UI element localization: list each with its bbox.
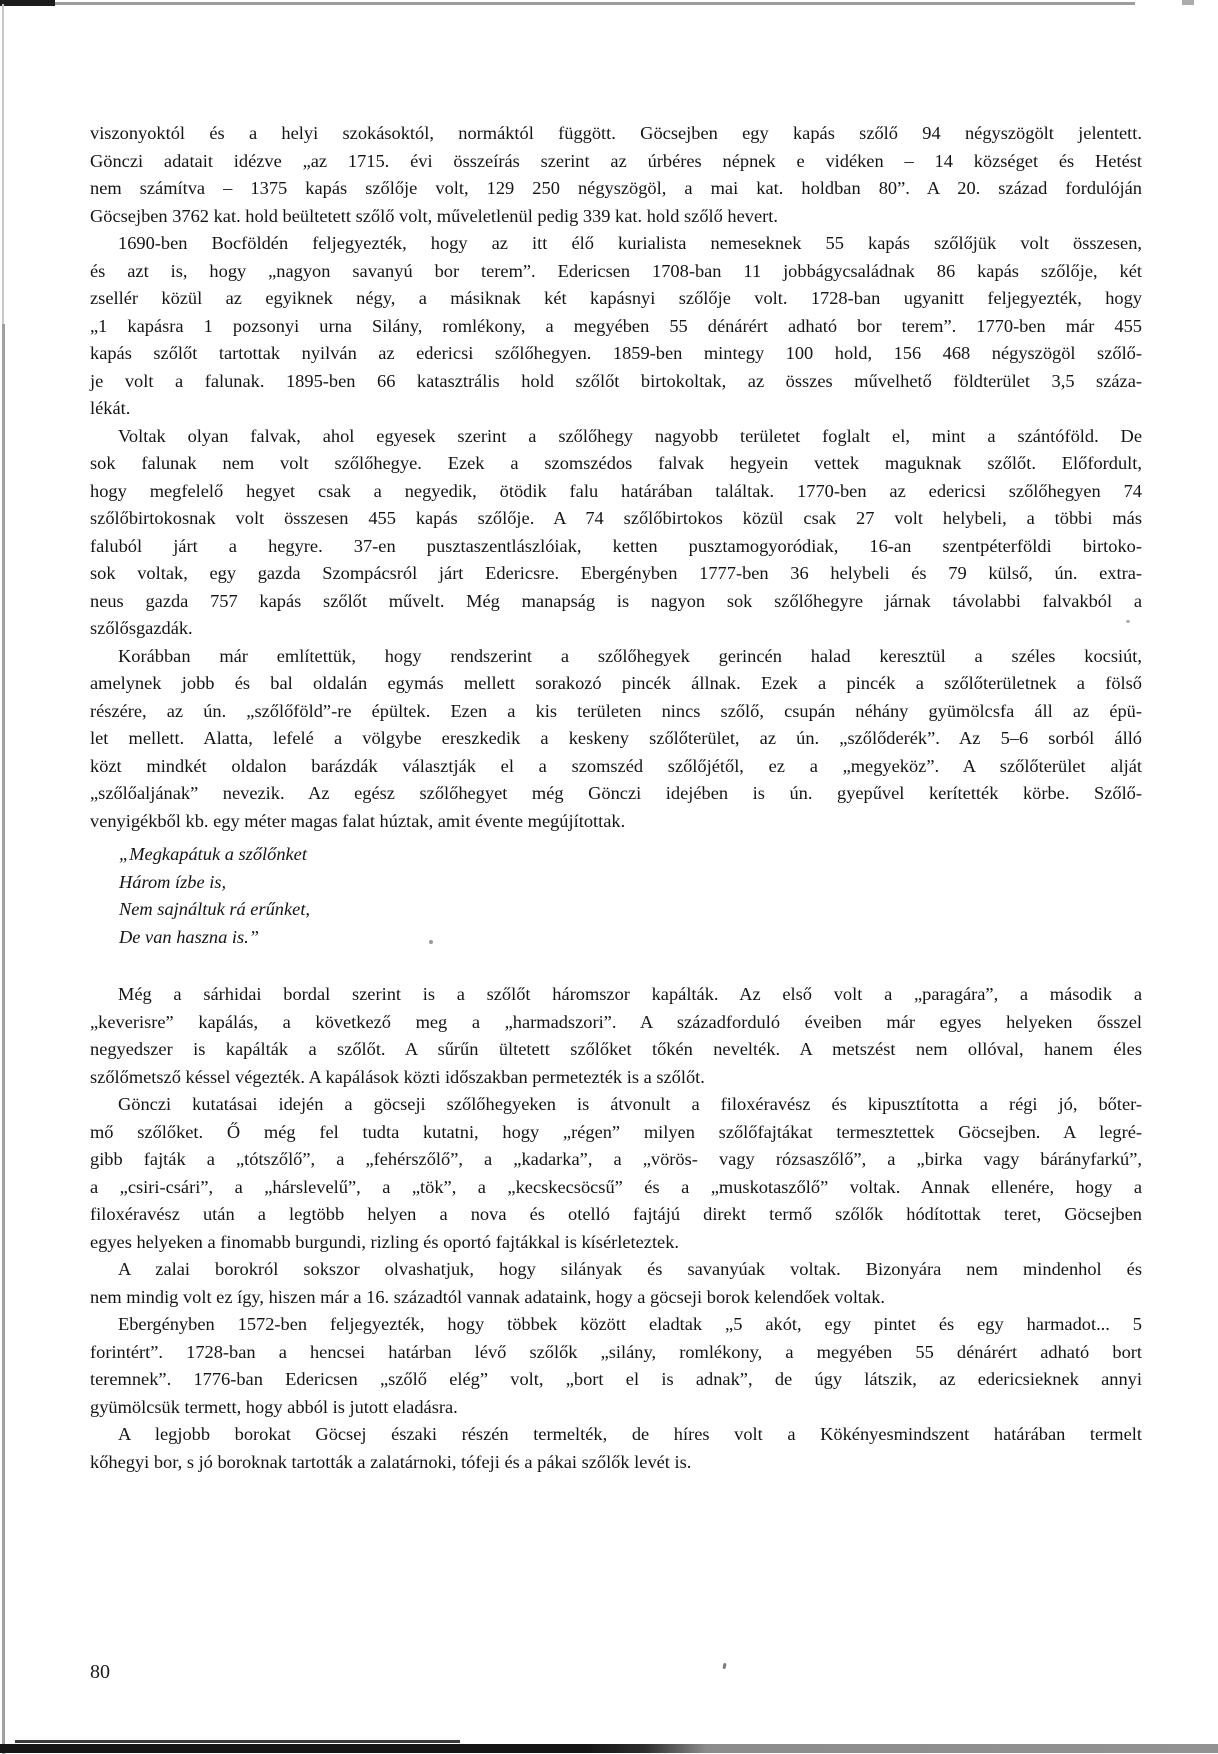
paragraph	[90, 1311, 1142, 1421]
text-line: gyümölcsük termett, hogy abból is jutott eladásra.	[90, 1396, 458, 1417]
text-line: kőhegyi bor, s jó boroknak tartották a zalatárnoki, tófeji és a pákai szőlők levét is.	[90, 1451, 692, 1472]
poem-line: De van haszna is.”	[119, 926, 259, 947]
paragraph	[90, 120, 1142, 230]
poem-line: Nem sajnáltuk rá erűnket,	[119, 899, 311, 919]
paragraph	[90, 230, 1142, 423]
text-line: negyedszer is kapálták a szőlőt. A sűrűn ültetett szőlőket tőkén nevelték. A metszést nem ollóval, hanem éles	[90, 1039, 1142, 1059]
paragraph	[90, 981, 1142, 1091]
scan-speck	[722, 1663, 726, 1669]
text-line: forintért”. 1728-ban a hencsei határban lévő szőlők „silány, romlékony, a megyében 55 dénárért adható bort	[90, 1341, 1142, 1362]
text-line: neus gazda 757 kapás szőlőt művelt. Még manapság is nagyon sok szőlőhegyre járnak távolabbi falvakból a	[90, 590, 1142, 611]
text-line: teremnek”. 1776-ban Edericsen „szőlő elég” volt, „bort el is adnak”, de úgy látszik, az edericsieknek annyi	[90, 1369, 1142, 1389]
scan-edge-top-left	[0, 0, 55, 6]
text-line: Ebergényben 1572-ben feljegyezték, hogy többek között eladtak „5 akót, egy pintet és egy harmadot... 5	[118, 1314, 1142, 1334]
text-line: „szőlőaljának” nevezik. Az egész szőlőhegyet még Gönczi idejében is ún. gyepűvel kerítették körbe. Szőlő-	[90, 783, 1142, 803]
scan-edge-left-lower	[2, 324, 5, 1754]
text-line: Még a sárhidai bordal szerint is a szőlőt háromszor kapálták. Az első volt a „paragára”, a második a	[118, 984, 1142, 1004]
paragraph	[90, 423, 1142, 643]
text-line: Göcsejben 3762 kat. hold beültetett szőlő volt, műveletlenül pedig 339 kat. hold szőlő hevert.	[90, 205, 778, 226]
paragraph	[90, 643, 1142, 836]
paragraph	[90, 1256, 1142, 1311]
text-line: 1690-ben Bocföldén feljegyezték, hogy az itt élő kurialista nemeseknek 55 kapás szőlőjük volt összesen,	[118, 233, 1142, 253]
text-line: zsellér közül az egyiknek négy, a másiknak két kapásnyi szőlője volt. 1728-ban ugyanitt feljegyezték, hogy	[90, 288, 1142, 308]
scan-edge-top-tick	[1182, 0, 1194, 5]
text-line: szőlősgazdák.	[90, 618, 193, 638]
scan-edge-left-upper	[2, 4, 4, 324]
text-line: A zalai borokról sokszor olvashatjuk, hogy silányak és savanyúak voltak. Bizonyára nem mindenhol és	[118, 1259, 1142, 1279]
text-line: hogy megfelelő hegyet csak a negyedik, ötödik falu határában találtak. 1770-ben az edericsi szőlőhegyen 74	[90, 480, 1142, 501]
text-line: kapás szőlőt tartottak nyilván az edericsi szőlőhegyen. 1859-ben mintegy 100 hold, 156 468 négyszögöl szőlő-	[90, 343, 1142, 363]
text-line: venyigékből kb. egy méter magas falat húztak, amit évente megújítottak.	[90, 810, 626, 831]
scan-edge-top-line	[55, 2, 1135, 5]
text-line: egyes helyeken a finomabb burgundi, rizling és oportó fajtákkal is kísérleteztek.	[90, 1231, 680, 1252]
text-line: lékát.	[90, 398, 131, 418]
text-block	[90, 120, 1142, 1476]
text-line: közt mindkét oldalon barázdák választják el a szomszéd szőlőjétől, ez a „megyeköz”. A szőlőterület alját	[90, 755, 1142, 776]
text-line: amelynek jobb és bal oldalán egymás mellett sorakozó pincék állnak. Ezek a pincék a szőlőterületnek a fölső	[90, 673, 1142, 693]
text-line: A legjobb borokat Göcsej északi részén termelték, de híres volt a Kökényesmindszent határában termelt	[118, 1424, 1142, 1444]
text-line: je volt a falunak. 1895-ben 66 katasztrális hold szőlőt birtokoltak, az összes művelhető földterület 3,5 száza-	[90, 370, 1142, 391]
text-line: nem mindig volt ez így, hiszen már a 16. századtól vannak adataink, hogy a göcseji borok kelendőek voltak.	[90, 1286, 885, 1307]
text-line: sok falunak nem volt szőlőhegye. Ezek a szomszédos falvak hegyein vettek maguknak szőlőt. Előfordult,	[90, 453, 1142, 473]
scan-edge-bottom-thin	[15, 1740, 460, 1743]
page-number: 80	[90, 1661, 110, 1683]
paragraph	[90, 1091, 1142, 1256]
text-line: Gönczi adatait idézve „az 1715. évi összeírás szerint az úrbéres népnek e vidéken – 14 községet és Hetést	[90, 150, 1142, 171]
text-line: Gönczi kutatásai idején a göcseji szőlőhegyeken is átvonult a filoxéravész és kipusztította a régi jó, bőter-	[118, 1094, 1142, 1114]
poem-line: „Megkapátuk a szőlőnket	[119, 844, 307, 864]
poem-line: Három ízbe is,	[119, 871, 227, 892]
text-line: „1 kapásra 1 pozsonyi urna Silány, romlékony, a megyében 55 dénárért adható bor terem”. 1770-ben már 455	[90, 315, 1142, 336]
text-line: szőlőmetsző késsel végezték. A kapálások közti időszakban permetezték is a szőlőt.	[90, 1066, 705, 1087]
text-line: szőlőbirtokosnak volt összesen 455 kapás szőlője. A 74 szőlőbirtokos közül csak 27 volt helybeli, a többi más	[90, 508, 1142, 528]
text-line: nem számítva – 1375 kapás szőlője volt, 129 250 négyszögöl, a mai kat. holdban 80”. A 20. század fordulóján	[90, 178, 1142, 198]
text-line: faluból járt a hegyre. 37-en pusztaszentlászlóiak, ketten pusztamogyoródiak, 16-an szentpéterföldi birtoko-	[90, 535, 1142, 556]
text-line: let mellett. Alatta, lefelé a völgybe ereszkedik a keskeny szőlőterület, az ún. „szőlőderék”. Az 5–6 sorból álló	[90, 728, 1142, 748]
text-line: részére, az ún. „szőlőföld”-re épültek. Ezen a kis területen nincs szőlő, csupán néhány gyümölcsfa áll az épü-	[90, 700, 1142, 721]
paragraph	[90, 1421, 1142, 1476]
text-line: és azt is, hogy „nagyon savanyú bor terem”. Edericsen 1708-ban 11 jobbágycsaládnak 86 kapás szőlője, két	[90, 260, 1142, 281]
text-line: Voltak olyan falvak, ahol egyesek szerint a szőlőhegy nagyobb területet foglalt el, mint a szántóföld. De	[118, 425, 1142, 446]
text-line: Korábban már említettük, hogy rendszerint a szőlőhegyek gerincén halad keresztül a széles kocsiút,	[118, 645, 1142, 666]
text-line: viszonyoktól és a helyi szokásoktól, normáktól függött. Göcsejben egy kapás szőlő 94 négyszögölt jelentett.	[90, 123, 1142, 143]
scan-edge-bottom-band	[0, 1744, 1218, 1753]
text-line: sok voltak, egy gazda Szompácsról járt Edericsre. Ebergényben 1777-ben 36 helybeli és 79 külső, ún. extra-	[90, 563, 1142, 583]
text-line: „keverisre” kapálás, a következő meg a „harmadszori”. A századforduló éveiben már egyes helyeken ősszel	[90, 1011, 1142, 1032]
text-line: gibb fajták a „tótszőlő”, a „fehérszőlő”, a „kadarka”, a „vörös- vagy rózsaszőlő”, a „birka vagy bárányfarkú”,	[90, 1149, 1142, 1169]
text-line: a „csiri-csári”, a „hárslevelű”, a „tök”, a „kecskecsöcsű” és a „muskotaszőlő” voltak. Annak ellenére, hogy a	[90, 1176, 1142, 1197]
poem-stanza	[90, 841, 1142, 951]
text-line: filoxéravész után a legtöbb helyen a nova és otelló fajtájú direkt termő szőlők hódítottak teret, Göcsejben	[90, 1204, 1142, 1224]
text-line: mő szőlőket. Ő még fel tudta kutatni, hogy „régen” milyen szőlőfajtákat termesztettek Göcsejben. A legré-	[90, 1121, 1142, 1142]
